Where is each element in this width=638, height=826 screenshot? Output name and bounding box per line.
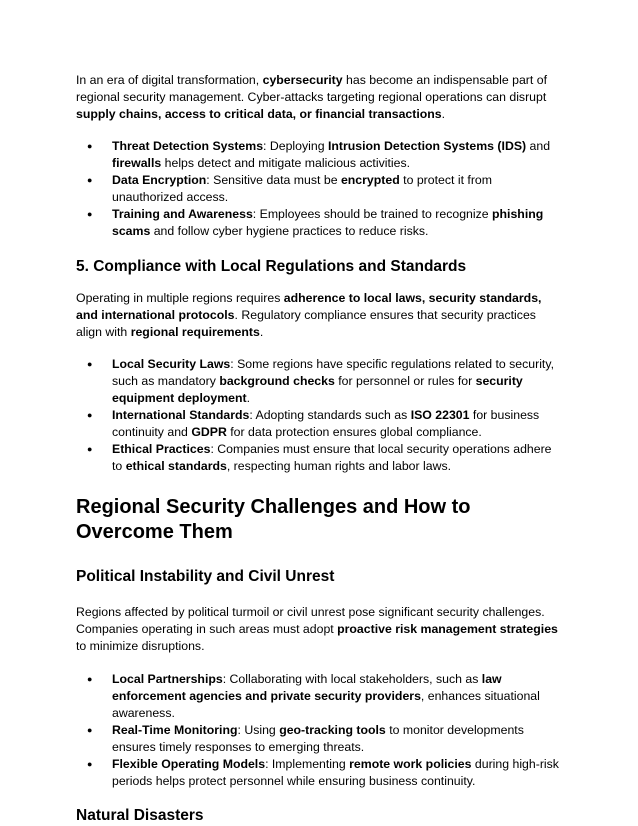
- item-bold: ethical standards: [125, 459, 227, 473]
- item-text: : Sensitive data must be: [206, 173, 341, 187]
- intro-text: In an era of digital transformation,: [76, 73, 263, 87]
- intro-text: .: [441, 107, 446, 121]
- item-term: Ethical Practices: [112, 442, 211, 456]
- list-item-data-encryption: [76, 172, 563, 206]
- item-text: to monitor developments ensures timely responses to emerging threats.: [112, 723, 524, 754]
- political-bold: proactive risk management strategies: [337, 622, 558, 636]
- list-item-international-standards: [76, 407, 563, 441]
- item-bold: geo-tracking tools: [279, 723, 386, 737]
- item-bold: ISO 22301: [410, 408, 470, 422]
- political-text: Regions affected by political turmoil or civil unrest pose significant security challenges. Companies operating in such areas must adopt: [76, 605, 545, 636]
- compliance-list: [76, 356, 563, 475]
- item-text: , enhances situational awareness.: [112, 689, 540, 720]
- political-list: [76, 671, 563, 790]
- item-term: Flexible Operating Models: [112, 757, 266, 771]
- compliance-text: . Regulatory compliance ensures that security practices align with: [76, 308, 536, 339]
- item-text: and follow cyber hygiene practices to reduce risks.: [150, 224, 429, 238]
- political-text: to minimize disruptions.: [76, 639, 205, 653]
- item-text: and: [526, 139, 551, 153]
- intro-paragraph: [76, 72, 563, 123]
- list-item-real-time-monitoring: [76, 722, 563, 756]
- political-paragraph: [76, 604, 563, 655]
- item-bold: phishing scams: [112, 207, 544, 238]
- item-text: helps detect and mitigate malicious activities.: [161, 156, 411, 170]
- compliance-text: .: [259, 325, 264, 339]
- list-item-local-laws: [76, 356, 563, 407]
- list-item-threat-detection: [76, 138, 563, 172]
- item-text: : Companies must ensure that local security operations adhere to: [112, 442, 552, 473]
- item-bold: background checks: [219, 374, 335, 388]
- item-text: : Employees should be trained to recognize: [252, 207, 493, 221]
- list-item-training: [76, 206, 563, 240]
- item-text: : Some regions have specific regulations related to security, such as mandatory: [112, 357, 554, 388]
- subsection-heading-political: Political Instability and Civil Unrest: [76, 568, 335, 585]
- item-bold: remote work policies: [349, 757, 472, 771]
- compliance-bold: adherence to local laws, security standards, and international protocols: [76, 291, 542, 322]
- item-text: , respecting human rights and labor laws.: [226, 459, 452, 473]
- cybersecurity-list: [76, 138, 563, 240]
- item-term: Local Partnerships: [112, 672, 223, 686]
- item-text: .: [246, 391, 251, 405]
- list-item-local-partnerships: [76, 671, 563, 722]
- item-bold: encrypted: [340, 173, 400, 187]
- item-bold: security equipment deployment: [112, 374, 523, 405]
- compliance-paragraph: [76, 290, 563, 341]
- item-term: Training and Awareness: [112, 207, 253, 221]
- intro-bold: supply chains, access to critical data, or financial transactions: [76, 107, 442, 121]
- item-text: during high-risk periods helps protect personnel while ensuring business continuity.: [112, 757, 559, 788]
- list-item-ethical-practices: [76, 441, 563, 475]
- item-bold: Intrusion Detection Systems (IDS): [327, 139, 527, 153]
- item-term: Real-Time Monitoring: [112, 723, 238, 737]
- item-text: : Using: [237, 723, 280, 737]
- subsection-heading-natural-disasters: Natural Disasters: [76, 807, 204, 824]
- item-text: for personnel or rules for: [334, 374, 476, 388]
- section-heading-challenges: Regional Security Challenges and How to Overcome Them: [76, 496, 471, 543]
- item-term: Data Encryption: [112, 173, 207, 187]
- item-term: International Standards: [112, 408, 250, 422]
- item-bold: firewalls: [112, 156, 162, 170]
- item-text: : Implementing: [265, 757, 350, 771]
- item-bold: GDPR: [191, 425, 227, 439]
- item-text: to protect it from unauthorized access.: [112, 173, 492, 204]
- item-text: for business continuity and: [112, 408, 540, 439]
- compliance-bold: regional requirements: [130, 325, 260, 339]
- section-heading-compliance: 5. Compliance with Local Regulations and Standards: [76, 258, 467, 275]
- intro-bold: cybersecurity: [262, 73, 343, 87]
- list-item-flexible-operating: [76, 756, 563, 790]
- item-text: : Deploying: [263, 139, 328, 153]
- item-text: for data protection ensures global compliance.: [226, 425, 482, 439]
- item-text: : Adopting standards such as: [249, 408, 411, 422]
- compliance-text: Operating in multiple regions requires: [76, 291, 284, 305]
- item-term: Local Security Laws: [112, 357, 231, 371]
- item-text: : Collaborating with local stakeholders, such as: [222, 672, 482, 686]
- item-term: Threat Detection Systems: [112, 139, 264, 153]
- item-bold: law enforcement agencies and private security providers: [112, 672, 502, 703]
- intro-text: has become an indispensable part of regional security management. Cyber-attacks targeting regional operations can disrupt: [76, 73, 547, 104]
